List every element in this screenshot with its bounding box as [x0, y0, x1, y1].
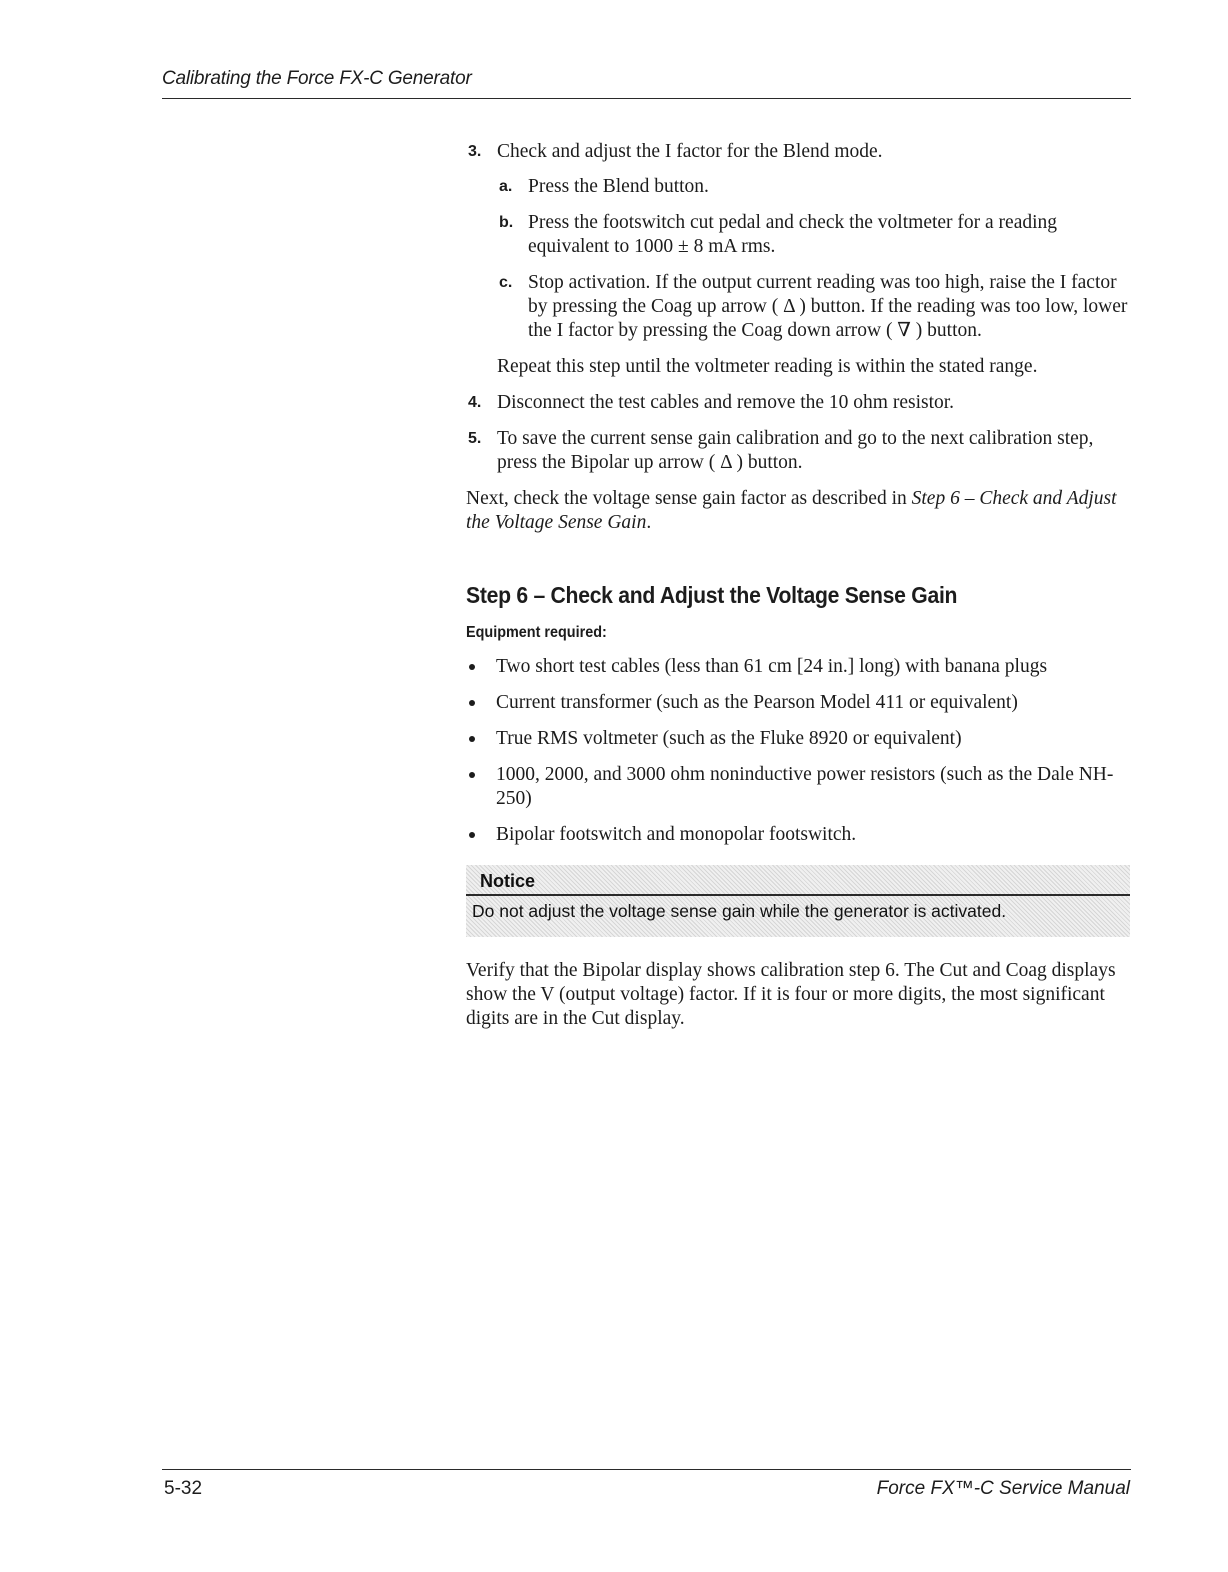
bullet-icon — [469, 700, 475, 706]
verify-paragraph: Verify that the Bipolar display shows calibration step 6. The Cut and Coag displays show the V (output voltage) factor. If it is four or more digits, the most significant digits are in the Cut display. — [466, 960, 1116, 1029]
substep-text: Stop activation. If the output current reading was too high, raise the I factor by pressing the Coag up arrow ( Δ ) button. If the reading was too low, lower the I factor by pressing the Coag down arrow ( ∇ ) button. — [528, 272, 1128, 341]
step-text: To save the current sense gain calibration and go to the next calibration step, press the Bipolar up arrow ( Δ ) button. — [497, 428, 1094, 473]
step-number: 4. — [468, 394, 482, 411]
page-number: 5-32 — [164, 1478, 203, 1499]
next-suffix: . — [646, 512, 652, 533]
substeps — [497, 175, 1128, 343]
running-header: Calibrating the Force FX-C Generator — [162, 68, 472, 89]
notice-text: Do not adjust the voltage sense gain while the generator is activated. — [472, 901, 1007, 921]
substep-b — [497, 211, 1128, 259]
manual-title: Force FX™-C Service Manual — [876, 1478, 1130, 1499]
equipment-heading: Equipment required: — [466, 624, 607, 641]
substep-c — [497, 271, 1128, 343]
bullet-icon — [469, 772, 475, 778]
step-3 — [466, 140, 1128, 379]
notice-label: Notice — [480, 871, 536, 891]
equipment-text: True RMS voltmeter (such as the Fluke 8920 or equivalent) — [496, 728, 962, 749]
equipment-text: Two short test cables (less than 61 cm [24 in.] long) with banana plugs — [496, 656, 1048, 677]
next-paragraph — [466, 487, 1128, 535]
bullet-icon — [469, 832, 475, 838]
substep-letter: a. — [499, 178, 513, 195]
equipment-item — [466, 691, 1128, 715]
step-number: 3. — [468, 143, 482, 160]
equipment-item — [466, 763, 1128, 811]
step-text: Check and adjust the I factor for the Blend mode. — [497, 141, 883, 162]
substep-letter: c. — [499, 274, 513, 291]
substep-text: Press the Blend button. — [528, 176, 709, 197]
substep-letter: b. — [499, 214, 514, 231]
equipment-text: 1000, 2000, and 3000 ohm noninductive power resistors (such as the Dale NH-250) — [496, 764, 1114, 809]
equipment-text: Bipolar footswitch and monopolar footswitch. — [496, 824, 857, 845]
bullet-icon — [469, 664, 475, 670]
step-5 — [466, 427, 1128, 475]
equipment-item — [466, 823, 1128, 847]
equipment-item — [466, 655, 1128, 679]
step-4 — [466, 391, 1128, 415]
substep-a — [497, 175, 1128, 199]
substep-text: Press the footswitch cut pedal and check the voltmeter for a reading equivalent to 1000 ± 8 mA rms. — [528, 212, 1058, 257]
repeat-note: Repeat this step until the voltmeter reading is within the stated range. — [497, 356, 1038, 377]
equipment-text: Current transformer (such as the Pearson Model 411 or equivalent) — [496, 692, 1018, 713]
step-text: Disconnect the test cables and remove the 10 ohm resistor. — [497, 392, 955, 413]
equipment-item — [466, 727, 1128, 751]
notice-rule — [466, 894, 1130, 896]
page-content — [466, 140, 1128, 1043]
step-number: 5. — [468, 430, 482, 447]
footer-rule — [162, 1469, 1131, 1470]
header-rule — [162, 98, 1131, 99]
cross-reference: Step 6 – Check and Adjust the Voltage Sense Gain — [466, 488, 1117, 533]
section-heading: Step 6 – Check and Adjust the Voltage Sense Gain — [466, 582, 958, 608]
next-prefix: Next, check the voltage sense gain factor as described in — [466, 488, 912, 509]
notice-box — [466, 865, 1130, 937]
bullet-icon — [469, 736, 475, 742]
